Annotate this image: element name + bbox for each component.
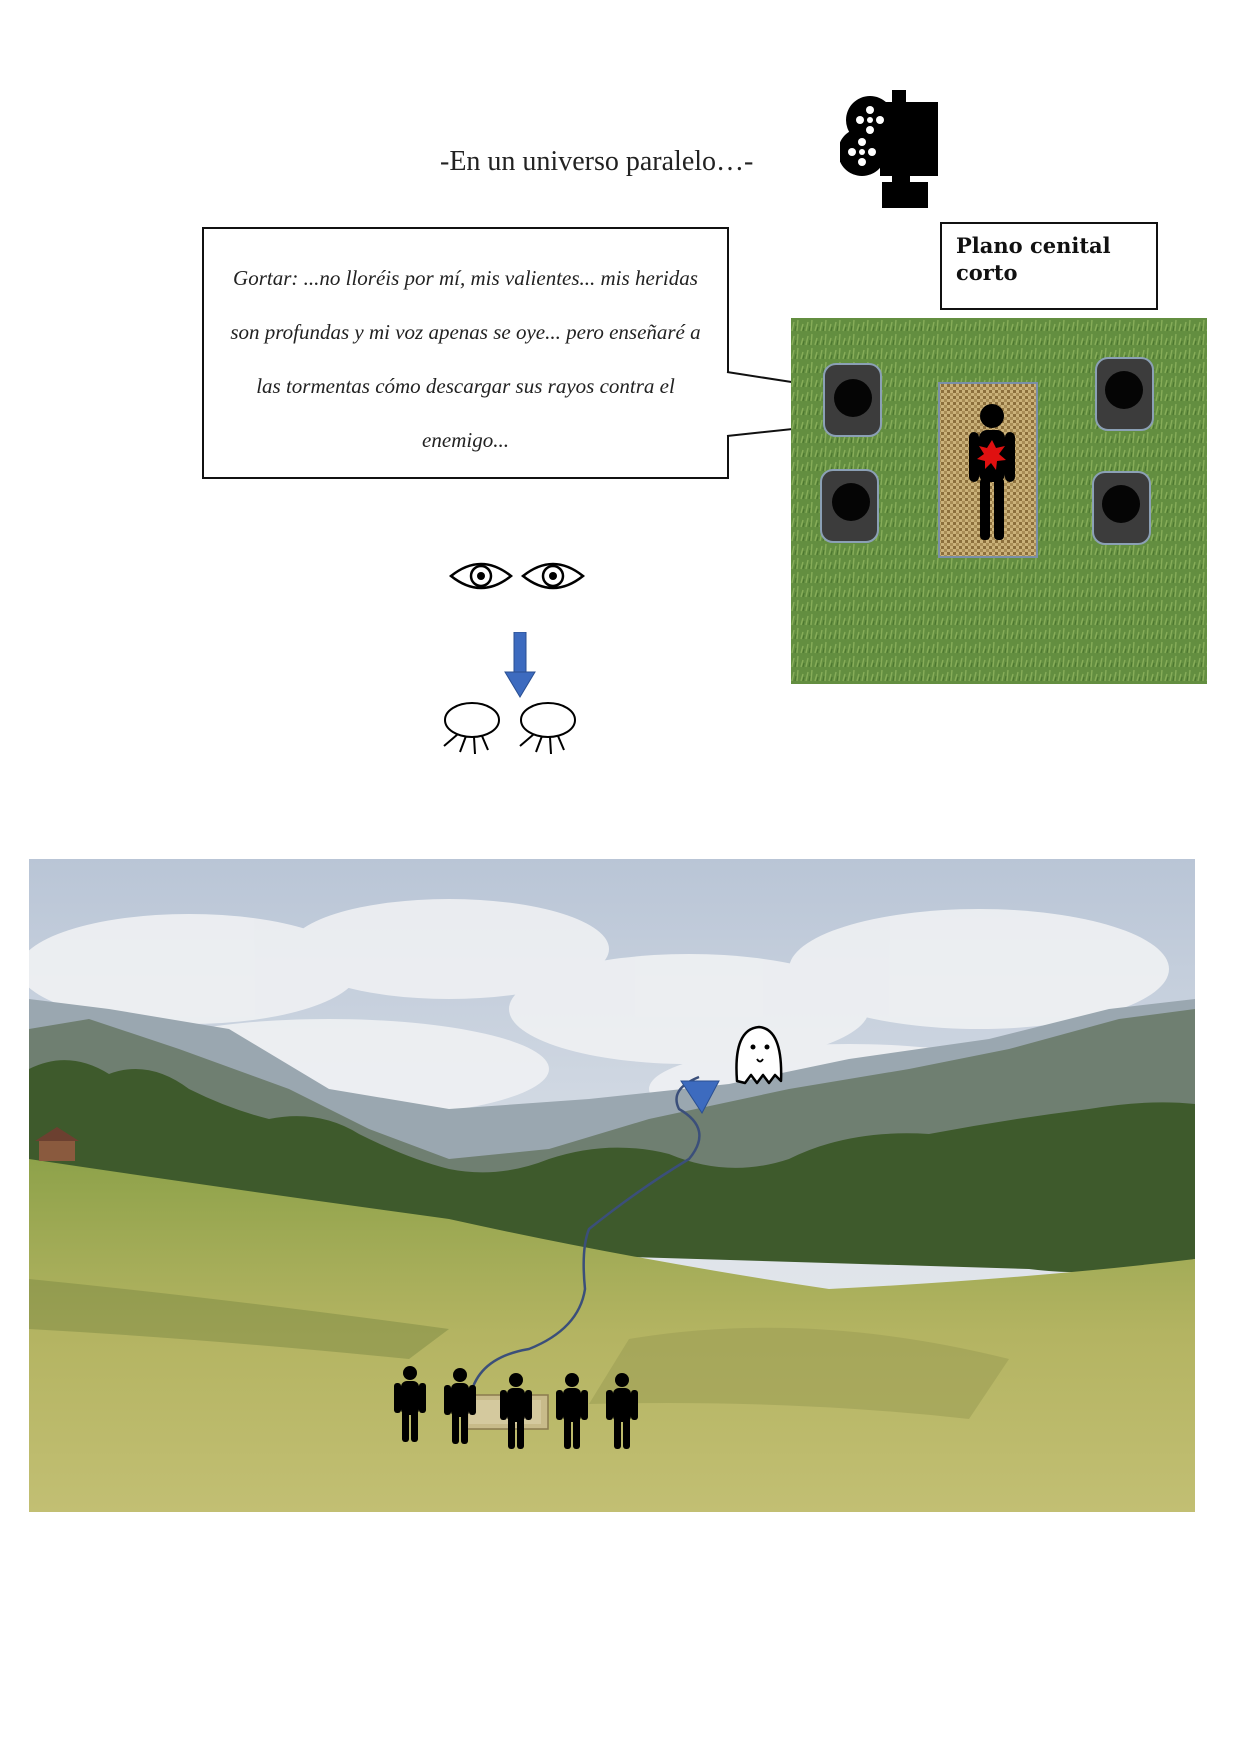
closed-eyes-icon bbox=[438, 700, 580, 760]
speaker-stone bbox=[1096, 358, 1153, 430]
overhead-shot-illustration bbox=[791, 318, 1207, 684]
speech-bubble bbox=[202, 227, 729, 479]
ghost-icon bbox=[736, 1027, 781, 1083]
film-camera-icon bbox=[840, 90, 940, 208]
shot-type-label: Plano cenital corto bbox=[940, 222, 1158, 310]
page-title: -En un universo paralelo…- bbox=[440, 146, 754, 177]
down-arrow-icon bbox=[504, 632, 536, 698]
speaker-stone bbox=[824, 364, 881, 436]
speaker-stone bbox=[1093, 472, 1150, 544]
dialogue-text: Gortar: ...no lloréis por mí, mis valientes... mis heridas son profundas y mi voz apenas se oye... pero enseñaré a las tormentas cómo descargar sus rayos contra el enemigo... bbox=[230, 266, 701, 452]
speaker-stone bbox=[821, 470, 878, 542]
open-eyes-icon bbox=[448, 556, 588, 596]
landscape-scene bbox=[29, 859, 1195, 1512]
